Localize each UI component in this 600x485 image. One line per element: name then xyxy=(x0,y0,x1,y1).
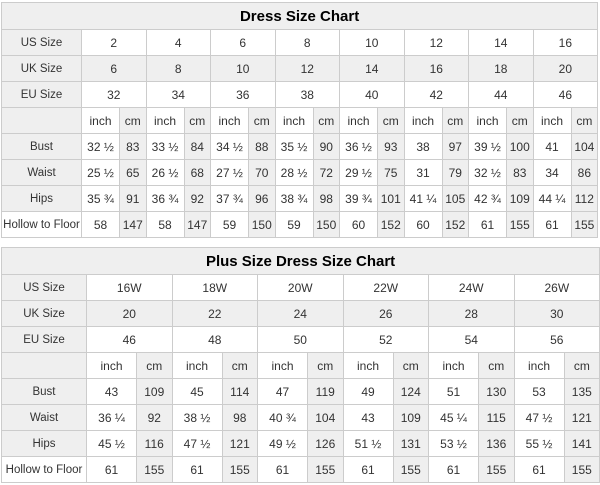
inch-value-cell: 53 ½ xyxy=(429,431,479,457)
cm-value-cell: 115 xyxy=(479,405,515,431)
cm-value-cell: 104 xyxy=(308,405,344,431)
unit-inch-header: inch xyxy=(172,353,222,379)
inch-value-cell: 36 ¾ xyxy=(146,186,184,212)
cm-value-cell: 83 xyxy=(507,160,534,186)
size-value-cell: 24 xyxy=(258,301,344,327)
inch-value-cell: 34 xyxy=(533,160,571,186)
inch-value-cell: 58 xyxy=(146,212,184,238)
unit-inch-header: inch xyxy=(533,108,571,134)
inch-value-cell: 61 xyxy=(172,457,222,483)
inch-value-cell: 37 ¾ xyxy=(211,186,249,212)
unit-row-label xyxy=(2,108,82,134)
size-value-cell: 20 xyxy=(87,301,173,327)
inch-value-cell: 61 xyxy=(87,457,137,483)
cm-value-cell: 126 xyxy=(308,431,344,457)
inch-value-cell: 25 ½ xyxy=(82,160,120,186)
inch-value-cell: 41 ¼ xyxy=(404,186,442,212)
table-row xyxy=(2,108,598,134)
size-value-cell: 54 xyxy=(429,327,515,353)
size-value-cell: 34 xyxy=(146,82,211,108)
row-label: Waist xyxy=(2,160,82,186)
table-row xyxy=(2,275,600,301)
row-label: EU Size xyxy=(2,327,87,353)
inch-value-cell: 32 ½ xyxy=(469,160,507,186)
table-row xyxy=(2,457,600,483)
unit-cm-header: cm xyxy=(308,353,344,379)
unit-inch-header: inch xyxy=(258,353,308,379)
unit-inch-header: inch xyxy=(340,108,378,134)
size-value-cell: 16 xyxy=(404,56,469,82)
unit-inch-header: inch xyxy=(146,108,184,134)
size-value-cell: 14 xyxy=(469,30,534,56)
unit-inch-header: inch xyxy=(82,108,120,134)
row-label: Waist xyxy=(2,405,87,431)
size-value-cell: 52 xyxy=(343,327,429,353)
inch-value-cell: 61 xyxy=(343,457,393,483)
size-value-cell: 16 xyxy=(533,30,598,56)
size-value-cell: 32 xyxy=(82,82,147,108)
inch-value-cell: 40 ¾ xyxy=(258,405,308,431)
table-row xyxy=(2,301,600,327)
size-value-cell: 4 xyxy=(146,30,211,56)
inch-value-cell: 41 xyxy=(533,134,571,160)
row-label: UK Size xyxy=(2,301,87,327)
row-label: EU Size xyxy=(2,82,82,108)
inch-value-cell: 44 ¼ xyxy=(533,186,571,212)
unit-inch-header: inch xyxy=(469,108,507,134)
unit-cm-header: cm xyxy=(137,353,173,379)
unit-inch-header: inch xyxy=(429,353,479,379)
unit-cm-header: cm xyxy=(184,108,211,134)
cm-value-cell: 155 xyxy=(507,212,534,238)
table-title: Plus Size Dress Size Chart xyxy=(2,248,600,275)
cm-value-cell: 100 xyxy=(507,134,534,160)
cm-value-cell: 155 xyxy=(564,457,600,483)
row-label: US Size xyxy=(2,30,82,56)
inch-value-cell: 42 ¾ xyxy=(469,186,507,212)
cm-value-cell: 104 xyxy=(571,134,598,160)
unit-cm-header: cm xyxy=(120,108,147,134)
cm-value-cell: 88 xyxy=(249,134,276,160)
inch-value-cell: 61 xyxy=(514,457,564,483)
cm-value-cell: 155 xyxy=(393,457,429,483)
table-row xyxy=(2,353,600,379)
inch-value-cell: 29 ½ xyxy=(340,160,378,186)
cm-value-cell: 101 xyxy=(378,186,405,212)
cm-value-cell: 155 xyxy=(308,457,344,483)
size-value-cell: 26 xyxy=(343,301,429,327)
table-row xyxy=(2,405,600,431)
cm-value-cell: 155 xyxy=(479,457,515,483)
unit-cm-header: cm xyxy=(571,108,598,134)
cm-value-cell: 155 xyxy=(137,457,173,483)
cm-value-cell: 114 xyxy=(222,379,258,405)
inch-value-cell: 45 xyxy=(172,379,222,405)
inch-value-cell: 36 ¼ xyxy=(87,405,137,431)
cm-value-cell: 91 xyxy=(120,186,147,212)
inch-value-cell: 35 ½ xyxy=(275,134,313,160)
cm-value-cell: 119 xyxy=(308,379,344,405)
inch-value-cell: 61 xyxy=(469,212,507,238)
inch-value-cell: 36 ½ xyxy=(340,134,378,160)
row-label: Bust xyxy=(2,134,82,160)
inch-value-cell: 43 xyxy=(87,379,137,405)
inch-value-cell: 38 ½ xyxy=(172,405,222,431)
cm-value-cell: 155 xyxy=(222,457,258,483)
inch-value-cell: 61 xyxy=(533,212,571,238)
unit-cm-header: cm xyxy=(507,108,534,134)
unit-inch-header: inch xyxy=(343,353,393,379)
unit-cm-header: cm xyxy=(378,108,405,134)
cm-value-cell: 105 xyxy=(442,186,469,212)
size-value-cell: 12 xyxy=(275,56,340,82)
inch-value-cell: 38 ¾ xyxy=(275,186,313,212)
unit-cm-header: cm xyxy=(313,108,340,134)
unit-cm-header: cm xyxy=(442,108,469,134)
size-chart-page xyxy=(1,2,599,483)
cm-value-cell: 98 xyxy=(313,186,340,212)
unit-cm-header: cm xyxy=(564,353,600,379)
cm-value-cell: 116 xyxy=(137,431,173,457)
table-row xyxy=(2,327,600,353)
size-value-cell: 8 xyxy=(275,30,340,56)
row-label: Hips xyxy=(2,186,82,212)
inch-value-cell: 53 xyxy=(514,379,564,405)
size-value-cell: 50 xyxy=(258,327,344,353)
cm-value-cell: 109 xyxy=(137,379,173,405)
cm-value-cell: 147 xyxy=(184,212,211,238)
table-row xyxy=(2,82,598,108)
cm-value-cell: 109 xyxy=(507,186,534,212)
unit-cm-header: cm xyxy=(222,353,258,379)
cm-value-cell: 150 xyxy=(249,212,276,238)
cm-value-cell: 135 xyxy=(564,379,600,405)
inch-value-cell: 61 xyxy=(429,457,479,483)
size-value-cell: 14 xyxy=(340,56,405,82)
inch-value-cell: 47 ½ xyxy=(514,405,564,431)
inch-value-cell: 39 ½ xyxy=(469,134,507,160)
inch-value-cell: 38 xyxy=(404,134,442,160)
size-value-cell: 24W xyxy=(429,275,515,301)
inch-value-cell: 31 xyxy=(404,160,442,186)
inch-value-cell: 51 ½ xyxy=(343,431,393,457)
size-value-cell: 44 xyxy=(469,82,534,108)
table-row xyxy=(2,186,598,212)
cm-value-cell: 92 xyxy=(137,405,173,431)
table-row xyxy=(2,248,600,275)
cm-value-cell: 109 xyxy=(393,405,429,431)
cm-value-cell: 96 xyxy=(249,186,276,212)
size-value-cell: 46 xyxy=(533,82,598,108)
inch-value-cell: 47 ½ xyxy=(172,431,222,457)
cm-value-cell: 121 xyxy=(564,405,600,431)
inch-value-cell: 28 ½ xyxy=(275,160,313,186)
unit-inch-header: inch xyxy=(87,353,137,379)
table-row xyxy=(2,160,598,186)
unit-inch-header: inch xyxy=(211,108,249,134)
size-value-cell: 20 xyxy=(533,56,598,82)
inch-value-cell: 27 ½ xyxy=(211,160,249,186)
size-value-cell: 6 xyxy=(82,56,147,82)
size-value-cell: 22 xyxy=(172,301,258,327)
table-row xyxy=(2,3,598,30)
size-value-cell: 48 xyxy=(172,327,258,353)
cm-value-cell: 93 xyxy=(378,134,405,160)
inch-value-cell: 26 ½ xyxy=(146,160,184,186)
inch-value-cell: 47 xyxy=(258,379,308,405)
inch-value-cell: 34 ½ xyxy=(211,134,249,160)
inch-value-cell: 49 xyxy=(343,379,393,405)
row-label: Hips xyxy=(2,431,87,457)
row-label: Hollow to Floor xyxy=(2,212,82,238)
size-value-cell: 36 xyxy=(211,82,276,108)
table-spacer xyxy=(1,238,599,247)
cm-value-cell: 121 xyxy=(222,431,258,457)
cm-value-cell: 83 xyxy=(120,134,147,160)
size-value-cell: 10 xyxy=(211,56,276,82)
inch-value-cell: 33 ½ xyxy=(146,134,184,160)
inch-value-cell: 43 xyxy=(343,405,393,431)
inch-value-cell: 60 xyxy=(404,212,442,238)
size-value-cell: 56 xyxy=(514,327,600,353)
inch-value-cell: 55 ½ xyxy=(514,431,564,457)
dress-size-chart-table xyxy=(1,2,598,238)
row-label: US Size xyxy=(2,275,87,301)
cm-value-cell: 130 xyxy=(479,379,515,405)
cm-value-cell: 70 xyxy=(249,160,276,186)
inch-value-cell: 59 xyxy=(211,212,249,238)
unit-row-label xyxy=(2,353,87,379)
inch-value-cell: 45 ¼ xyxy=(429,405,479,431)
cm-value-cell: 150 xyxy=(313,212,340,238)
size-value-cell: 30 xyxy=(514,301,600,327)
inch-value-cell: 49 ½ xyxy=(258,431,308,457)
table-row xyxy=(2,134,598,160)
unit-inch-header: inch xyxy=(404,108,442,134)
inch-value-cell: 39 ¾ xyxy=(340,186,378,212)
inch-value-cell: 51 xyxy=(429,379,479,405)
cm-value-cell: 68 xyxy=(184,160,211,186)
size-value-cell: 2 xyxy=(82,30,147,56)
cm-value-cell: 75 xyxy=(378,160,405,186)
cm-value-cell: 72 xyxy=(313,160,340,186)
size-value-cell: 40 xyxy=(340,82,405,108)
inch-value-cell: 35 ¾ xyxy=(82,186,120,212)
size-value-cell: 42 xyxy=(404,82,469,108)
size-value-cell: 12 xyxy=(404,30,469,56)
inch-value-cell: 32 ½ xyxy=(82,134,120,160)
inch-value-cell: 61 xyxy=(258,457,308,483)
cm-value-cell: 152 xyxy=(378,212,405,238)
size-value-cell: 16W xyxy=(87,275,173,301)
cm-value-cell: 141 xyxy=(564,431,600,457)
cm-value-cell: 84 xyxy=(184,134,211,160)
inch-value-cell: 58 xyxy=(82,212,120,238)
cm-value-cell: 98 xyxy=(222,405,258,431)
table-row xyxy=(2,431,600,457)
cm-value-cell: 155 xyxy=(571,212,598,238)
cm-value-cell: 92 xyxy=(184,186,211,212)
cm-value-cell: 97 xyxy=(442,134,469,160)
unit-inch-header: inch xyxy=(514,353,564,379)
cm-value-cell: 147 xyxy=(120,212,147,238)
row-label: UK Size xyxy=(2,56,82,82)
size-value-cell: 22W xyxy=(343,275,429,301)
size-value-cell: 38 xyxy=(275,82,340,108)
size-value-cell: 28 xyxy=(429,301,515,327)
size-value-cell: 26W xyxy=(514,275,600,301)
inch-value-cell: 45 ½ xyxy=(87,431,137,457)
cm-value-cell: 86 xyxy=(571,160,598,186)
table-row xyxy=(2,379,600,405)
table-row xyxy=(2,30,598,56)
unit-inch-header: inch xyxy=(275,108,313,134)
unit-cm-header: cm xyxy=(393,353,429,379)
cm-value-cell: 79 xyxy=(442,160,469,186)
row-label: Hollow to Floor xyxy=(2,457,87,483)
unit-cm-header: cm xyxy=(249,108,276,134)
table-title: Dress Size Chart xyxy=(2,3,598,30)
cm-value-cell: 152 xyxy=(442,212,469,238)
size-value-cell: 46 xyxy=(87,327,173,353)
size-value-cell: 18 xyxy=(469,56,534,82)
size-value-cell: 8 xyxy=(146,56,211,82)
cm-value-cell: 65 xyxy=(120,160,147,186)
plus-size-dress-size-chart-table xyxy=(1,247,600,483)
table-row xyxy=(2,56,598,82)
cm-value-cell: 112 xyxy=(571,186,598,212)
cm-value-cell: 131 xyxy=(393,431,429,457)
inch-value-cell: 60 xyxy=(340,212,378,238)
size-value-cell: 18W xyxy=(172,275,258,301)
row-label: Bust xyxy=(2,379,87,405)
table-row xyxy=(2,212,598,238)
cm-value-cell: 124 xyxy=(393,379,429,405)
size-value-cell: 20W xyxy=(258,275,344,301)
cm-value-cell: 136 xyxy=(479,431,515,457)
unit-cm-header: cm xyxy=(479,353,515,379)
inch-value-cell: 59 xyxy=(275,212,313,238)
cm-value-cell: 90 xyxy=(313,134,340,160)
size-value-cell: 10 xyxy=(340,30,405,56)
size-value-cell: 6 xyxy=(211,30,276,56)
